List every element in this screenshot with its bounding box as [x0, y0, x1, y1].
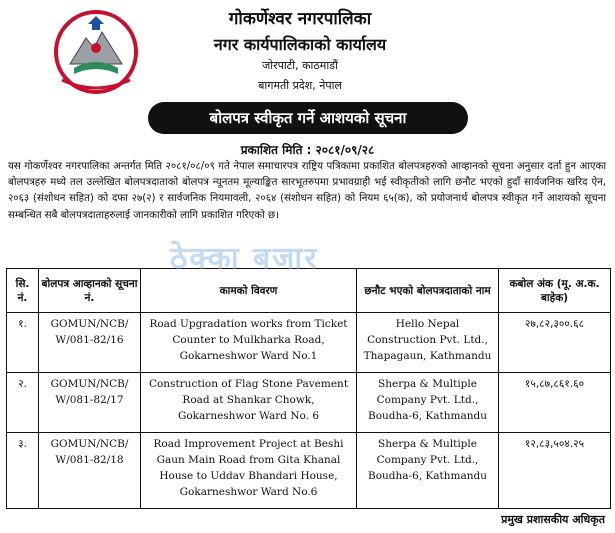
notice-body: यस गोकर्णेश्वर नगरपालिका अन्तर्गत मिति २०८१/०८/०९ गते नेपाल समाचारपत्र राष्ट्रिय पत्रिकामा प्रकाशित बोलपत्रहरुको आव्हानको सूचना अनुसार दर्ता हुन आएका बोलपत्रहरु मध्ये तल उल्लेखित बोलपत्रदाताको बोलपत्र न्यूनतम मूल्याङ्कित सारभूतरुपमा प्रभावग्राही भई स्वीकृतीको लागि छनौट भएको हुदाँ सार्वजनिक खरिद ऐन, २०६३ (संशोधन सहित) को दफा २७(२) र सार्वजनिक नियमावली, २०६४ (संशोधन सहित) को नियम ६५(क), को प्रयोजनार्थ बोलपत्र स्वीकृत गर्ने आशयको सूचना सम्बन्धित सबै बोलपत्रदाताहरुलाई जानकारीको लागि प्रकाशित गरिएको छ।	[8, 161, 606, 221]
header-sn: सि. नं.	[7, 269, 39, 313]
row-work: Construction of Flag Stone Pavement Road at Shankar Chowk, Gokarneshwor Ward No. 6	[141, 373, 357, 433]
row-notice-no: GOMUN/NCB/ W/081-82/17	[39, 373, 141, 433]
row-notice-no: GOMUN/NCB/ W/081-82/16	[39, 313, 141, 373]
row-amount: २७,८२,३००.६८	[499, 313, 611, 373]
province-label: बागमती प्रदेश, नेपाल	[258, 79, 342, 92]
row-bidder: Sherpa & Multiple Company Pvt. Ltd., Boudha-6, Kathmandu	[357, 433, 499, 509]
notice-title: बोलपत्र स्वीकृत गर्ने आशयको सूचना	[148, 102, 468, 134]
row-amount: १२,८३,५०४.२५	[499, 433, 611, 509]
published-date: प्रकाशित मिति : २०८१/०९/२८	[240, 143, 375, 157]
row-work: Road Upgradation works from Ticket Counter to Mulkharka Road, Gokarneshwor Ward No.1	[141, 313, 357, 373]
award-table	[6, 268, 611, 509]
row-bidder: Sherpa & Multiple Company Pvt. Ltd., Boudha-6, Kathmandu	[357, 373, 499, 433]
office-location: जोरपाटी, काठमाडौं	[262, 59, 338, 72]
table-row	[7, 373, 611, 433]
row-sn: १.	[7, 313, 39, 373]
office-name: नगर कार्यपालिकाको कार्यालय	[213, 35, 387, 54]
signatory: प्रमुख प्रशासकीय अधिकृत	[501, 513, 605, 526]
municipality-name: गोकर्णेश्वर नगरपालिका	[228, 9, 372, 29]
row-bidder: Hello Nepal Construction Pvt. Ltd., Thapagaun, Kathmandu	[357, 313, 499, 373]
row-notice-no: GOMUN/NCB/ W/081-82/18	[39, 433, 141, 509]
row-sn: २.	[7, 373, 39, 433]
nepal-emblem-icon	[48, 4, 144, 96]
header-bidder: छनौट भएको बोलपत्रदाताको नाम	[357, 269, 499, 313]
row-sn: ३.	[7, 433, 39, 509]
header-amount: कबोल अंक (मू. अ.क. बाहेक)	[499, 269, 611, 313]
header-work: कामको विवरण	[141, 269, 357, 313]
table-row	[7, 313, 611, 373]
watermark: ठेक्का बजार	[170, 241, 319, 276]
table-row	[7, 433, 611, 509]
header-notice-no: बोलपत्र आव्हानको सूचना नं.	[39, 269, 141, 313]
row-amount: १५,८७,८६१.६०	[499, 373, 611, 433]
row-work: Road Improvement Project at Beshi Gaun Main Road from Gita Khanal House to Uddav Bhandari House, Gokarneshwor Ward No.6	[141, 433, 357, 509]
